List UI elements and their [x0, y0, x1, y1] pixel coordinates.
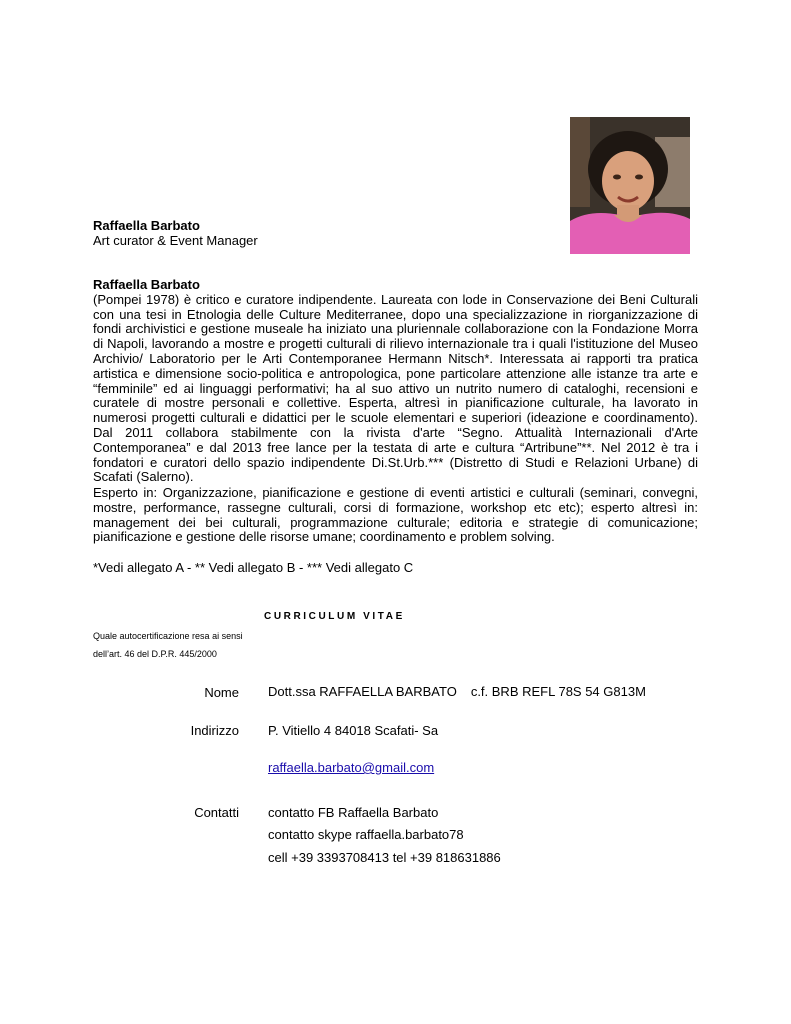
header-name: Raffaella Barbato	[93, 218, 200, 233]
attachments-references: *Vedi allegato A - ** Vedi allegato B - *** Vedi allegato C	[93, 560, 414, 575]
cv-note-line1: Quale autocertificazione resa ai sensi	[93, 631, 243, 641]
email-link[interactable]: raffaella.barbato@gmail.com	[268, 760, 435, 775]
name-value-row	[268, 684, 646, 699]
contact-phone: cell +39 3393708413 tel +39 818631886	[268, 850, 501, 865]
expertise-paragraph: Esperto in: Organizzazione, pianificazione e gestione di eventi artistici e culturali (seminari, convegni, mostre, performance, rassegne culturali, corsi di formazione, workshop etc etc); esperto altresì in: management dei bei culturali, programmazione culturale; editoria e strategie di comunicazione; pianificazione e gestione delle risorse umane; coordinamento e problem solving.	[93, 485, 698, 545]
bio-section	[93, 278, 698, 485]
bio-paragraph: (Pompei 1978) è critico e curatore indipendente. Laureata con lode in Conservazione dei Beni Culturali con una tesi in Etnologia delle Culture Mediterranee, dopo una specializzazione in riorganizzazione di fondi archivistici e gestione museale ha iniziato una pluriennale collaborazione con la Fondazione Morra di Napoli, lavorando a mostre e progetti culturali di rilievo internazionale tra i quali l'istituzione del Museo Archivio/ Laboratorio per le Arti Contemporanee Hermann Nitsch*. Interessata ai rapporti tra pratica artistica e dimensione socio-politica e antropologica, pone particolare attenzione alle istanze tra arte e “femminile” ed ai linguaggi performativi; ha al suo attivo un nutrito numero di cataloghi, recensioni e curatele di mostre personali e collettive. Esperta, altresì in pianificazione culturale, ha lavorato in numerosi progetti culturali e didattici per le scuole elementari e superiori (ideazione e coordinamento). Dal 2011 collabora stabilmente con la rivista d'arte “Segno. Attualità Internazionali d'Arte Contemporanea” e dal 2013 free lance per la testata di arte e cultura “Artribune”**. Nel 2012 è tra i fondatori e curatori dello spazio indipendente Di.St.Urb.*** (Distretto di Studi e Relazioni Urbane) di Scafati (Salerno).	[93, 291, 698, 485]
header-role: Art curator & Event Manager	[93, 233, 258, 248]
tax-code: c.f. BRB REFL 78S 54 G813M	[470, 684, 646, 699]
bio-title: Raffaella Barbato	[93, 277, 200, 292]
contact-skype: contatto skype raffaella.barbato78	[268, 827, 464, 842]
cv-title: CURRICULUM VITAE	[264, 611, 405, 622]
profile-photo	[570, 117, 690, 254]
cv-note-line2: dell’art. 46 del D.P.R. 445/2000	[93, 649, 217, 659]
address-label: Indirizzo	[190, 723, 239, 738]
contact-facebook: contatto FB Raffaella Barbato	[268, 805, 439, 820]
address-value: P. Vitiello 4 84018 Scafati- Sa	[268, 723, 439, 738]
contacts-label: Contatti	[194, 805, 239, 820]
name-value: Dott.ssa RAFFAELLA BARBATO	[268, 684, 457, 699]
name-label: Nome	[204, 685, 239, 700]
